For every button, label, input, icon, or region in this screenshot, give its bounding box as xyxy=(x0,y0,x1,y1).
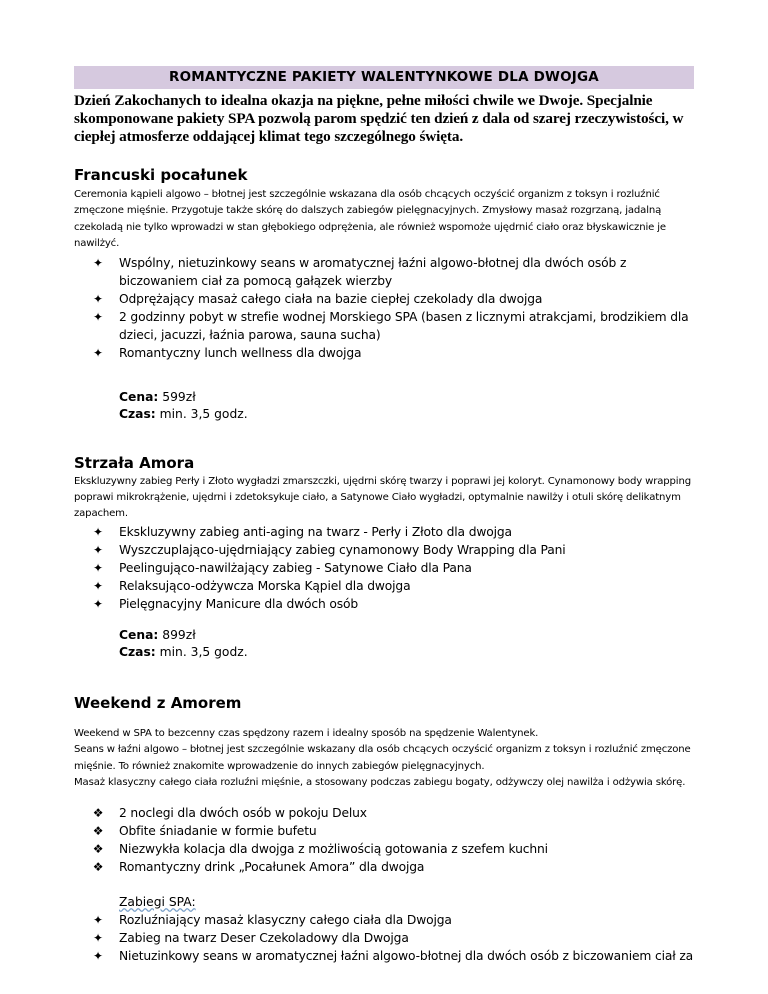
list-item: ✦ Ekskluzywny zabieg anti-aging na twarz - Perły i Złoto dla dwojga xyxy=(119,523,694,541)
star-bullet-icon: ✦ xyxy=(93,913,103,928)
price-line: Cena: 899zł xyxy=(119,627,196,642)
star-bullet-icon: ✦ xyxy=(93,291,103,306)
list-item: ✦ Rozluźniający masaż klasyczny całego ciała dla Dwojga xyxy=(119,911,694,929)
spa-subheading: Zabiegi SPA: xyxy=(119,895,196,910)
section-weekend-z-amorem xyxy=(74,694,694,966)
list-item: ✦ Wspólny, nietuzinkowy seans w aromatycznej łaźni algowo-błotnej dla dwóch osób z biczowaniem ciał za pomocą gałązek wierzby xyxy=(119,254,694,290)
document-page xyxy=(74,66,694,965)
list-item: ✦ Romantyczny lunch wellness dla dwojga xyxy=(119,344,694,362)
description-line: Seans w łaźni algowo – błotnej jest szczególnie wskazany dla osób chcących oczyścić organizm z toksyn i rozluźnić zmęczone mięśnie. To również znakomite wprowadzenie do innych zabiegów pielęgnacyjnych. xyxy=(74,744,691,772)
list-item: ✦ Nietuzinkowy seans w aromatycznej łaźni algowo-błotnej dla dwóch osób z biczowaniem ciał za xyxy=(119,947,694,965)
page-title: ROMANTYCZNE PAKIETY WALENTYNKOWE DLA DWOJGA xyxy=(74,66,694,89)
section-description: Ekskluzywny zabieg Perły i Złoto wygładzi zmarszczki, ujędrni skórę twarzy i poprawi jej koloryt. Cynamonowy body wrapping poprawi mikrokrążenie, ujędrni i zdetoksykuje ciało, a Satynowe Ciało wygładzi, optymalnie nawilży i otuli skórę delikatnym zapachem. xyxy=(74,475,691,520)
accommodation-list xyxy=(74,804,694,876)
list-item: ✦ Wyszczuplająco-ujędrniający zabieg cynamonowy Body Wrapping dla Pani xyxy=(119,541,694,559)
spa-treatment-list xyxy=(74,911,694,965)
list-item: ✦ Relaksująco-odżywcza Morska Kąpiel dla dwojga xyxy=(119,577,694,595)
list-item: ❖ Obfite śniadanie w formie bufetu xyxy=(92,824,317,839)
list-item: ❖ Niezwykła kolacja dla dwojga z możliwością gotowania z szefem kuchni xyxy=(92,842,548,857)
list-item: ✦ Peelingująco-nawilżający zabieg - Satynowe Ciało dla Pana xyxy=(119,559,694,577)
list-item: ✦ 2 godzinny pobyt w strefie wodnej Morskiego SPA (basen z licznymi atrakcjami, brodzikiem dla dzieci, jacuzzi, łaźnia parowa, sauna sucha) xyxy=(119,308,694,344)
time-value: min. 3,5 godz. xyxy=(159,406,248,421)
diamond-bullet-icon: ❖ xyxy=(92,806,104,821)
star-bullet-icon: ✦ xyxy=(93,578,103,593)
section-heading: Weekend z Amorem xyxy=(74,693,242,712)
list-item: ✦ Pielęgnacyjny Manicure dla dwóch osób xyxy=(119,595,694,613)
section-description: Ceremonia kąpieli algowo – błotnej jest szczególnie wskazana dla osób chcących oczyścić organizm z toksyn i rozluźnić zmęczone mięśnie. Przygotuje także skórę do dalszych zabiegów pielęgnacyjnych. Zmysłowy masaż rozgrzaną, jadalną czekoladą nie tylko wprowadzi w stan głębokiego odprężenia, ale również wspomoże ujędrnić ciało oraz błyskawicznie je nawilżyć. xyxy=(74,189,666,250)
list-item: ✦ Odprężający masaż całego ciała na bazie ciepłej czekolady dla dwojga xyxy=(119,290,694,308)
diamond-bullet-icon: ❖ xyxy=(92,860,104,875)
star-bullet-icon: ✦ xyxy=(93,596,103,611)
section-heading: Francuski pocałunek xyxy=(74,166,248,184)
price-line: Cena: 599zł xyxy=(119,389,196,404)
treatment-list xyxy=(74,254,694,362)
section-description xyxy=(74,726,694,792)
section-strzala-amora xyxy=(74,454,694,661)
diamond-bullet-icon: ❖ xyxy=(92,824,104,839)
star-bullet-icon: ✦ xyxy=(93,309,103,324)
section-heading: Strzała Amora xyxy=(74,453,195,472)
section-francuski-pocalunek xyxy=(74,166,694,423)
description-line: Weekend w SPA to bezcenny czas spędzony razem i idealny sposób na spędzenie Walentynek. xyxy=(74,727,539,739)
star-bullet-icon: ✦ xyxy=(93,560,103,575)
time-line: Czas: min. 3,5 godz. xyxy=(119,644,248,659)
intro-paragraph: Dzień Zakochanych to idealna okazja na piękne, pełne miłości chwile we Dwoje. Specjalnie skomponowane pakiety SPA pozwolą parom spędzić ten dzień z dala od szarej rzeczywistości, w ciepłej atmosferze oddającej klimat tego szczególnego święta. xyxy=(74,92,684,145)
list-item: ❖ Romantyczny drink „Pocałunek Amora” dla dwojga xyxy=(92,860,425,875)
price-value: 599zł xyxy=(162,389,196,404)
list-item: ✦ Zabieg na twarz Deser Czekoladowy dla Dwojga xyxy=(119,929,694,947)
price-value: 899zł xyxy=(162,627,196,642)
time-value: min. 3,5 godz. xyxy=(159,644,248,659)
time-line: Czas: min. 3,5 godz. xyxy=(119,406,248,421)
diamond-bullet-icon: ❖ xyxy=(92,842,104,857)
description-line: Masaż klasyczny całego ciała rozluźni mięśnie, a stosowany podczas zabiegu bogaty, odżywczy olej nawilża i odżywia skórę. xyxy=(74,777,686,789)
star-bullet-icon: ✦ xyxy=(93,255,103,270)
treatment-list xyxy=(74,523,694,613)
list-item: ❖ 2 noclegi dla dwóch osób w pokoju Delux xyxy=(92,806,367,821)
star-bullet-icon: ✦ xyxy=(93,542,103,557)
star-bullet-icon: ✦ xyxy=(93,345,103,360)
star-bullet-icon: ✦ xyxy=(93,931,103,946)
star-bullet-icon: ✦ xyxy=(93,524,103,539)
star-bullet-icon: ✦ xyxy=(93,949,103,964)
